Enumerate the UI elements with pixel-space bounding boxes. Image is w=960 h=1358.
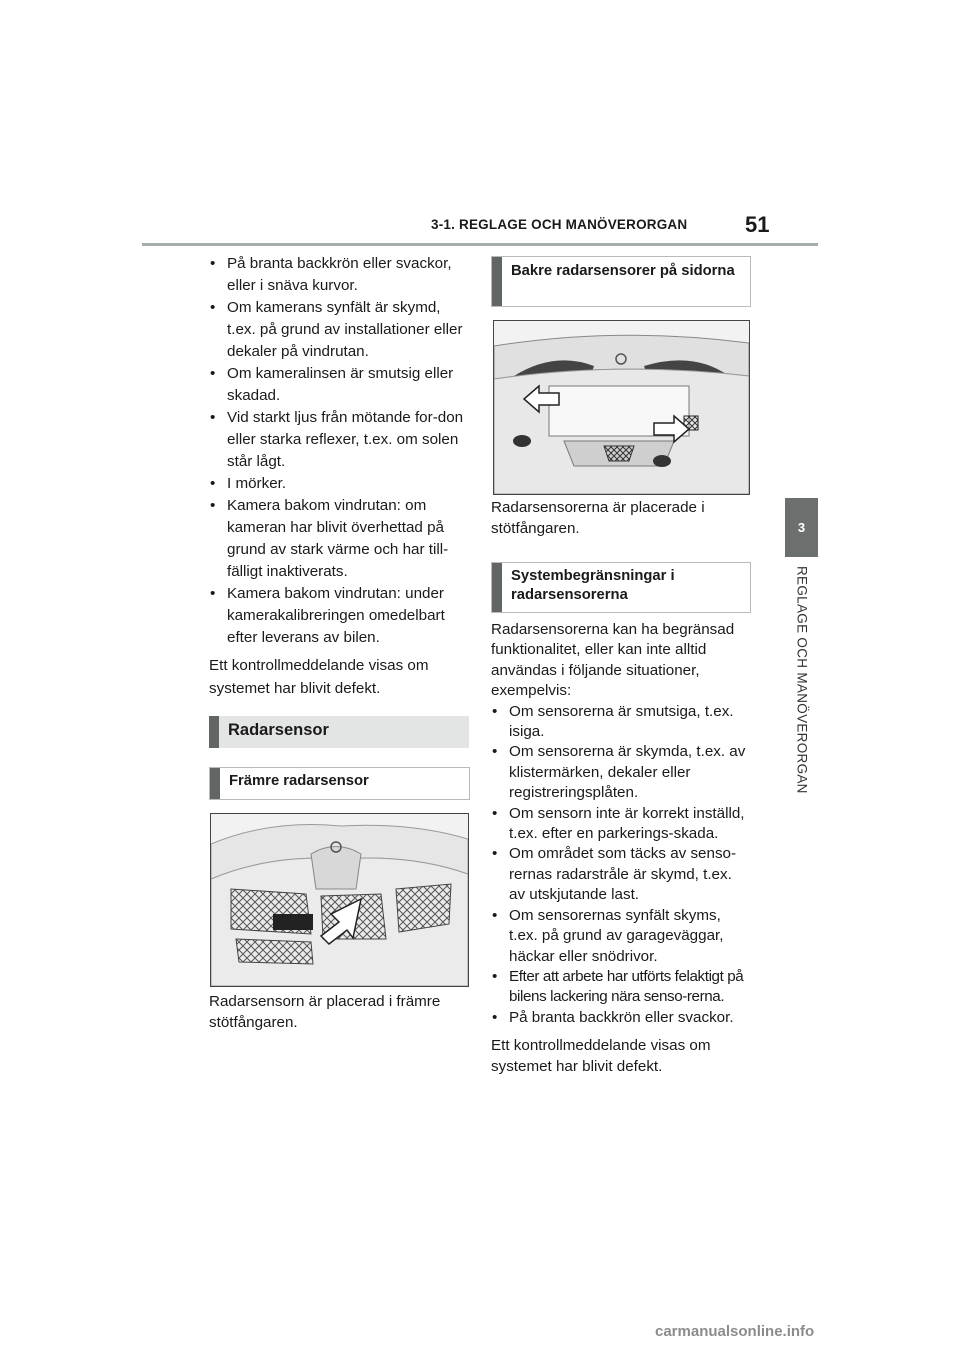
system-limits-heading [491,562,751,613]
list-item: • Om sensorerna är smutsiga, t.ex. isiga. [491,702,751,743]
chapter-number: 3 [797,520,806,535]
list-item: • I mörker. [209,473,469,495]
heading-text: Bakre radarsensorer på sidorna [511,263,735,279]
list-item: • Kamera bakom vindrutan: om kameran har blivit överhettad på grund av stark värme och har till-fälligt inaktiverats. [209,495,469,582]
header-divider [142,243,818,246]
list-item: • På branta backkrön eller svackor, eller i snäva kurvor. [209,253,469,297]
heading-accent-bar [492,563,502,612]
rear-radar-caption: Radarsensorerna är placerade i stötfångaren. [491,499,705,537]
chapter-tab [785,498,818,557]
list-item: • Om sensorernas synfält skyms, t.ex. på grund av garageväggar, häckar eller snödrivor. [491,906,751,967]
heading-text: Radarsensor [228,721,329,739]
limits-body [491,620,751,1077]
list-item: • Om sensorn inte är korrekt inställd, t.ex. efter en parkerings-skada. [491,804,751,845]
left-column [209,253,469,700]
radar-section-heading [209,716,469,748]
chapter-side-label [772,566,832,826]
radar-limitations-list [491,702,751,1029]
front-bumper-figure [210,813,469,987]
closing-paragraph: Ett kontrollmeddelande visas om systemet har blivit defekt. [209,657,429,698]
rear-bumper-illustration [494,321,749,494]
closing-paragraph: Ett kontrollmeddelande visas om systemet har blivit defekt. [491,1037,711,1076]
heading-accent-bar [210,768,220,799]
chapter-title: REGLAGE OCH MANÖVERORGAN [794,566,810,794]
limits-intro: Radarsensorerna kan ha begränsad funktionalitet, eller kan inte alltid användas i följande situationer, exempelvis: [491,621,735,700]
list-item: • Vid starkt ljus från mötande for-don eller starka reflexer, t.ex. om solen står lågt. [209,407,469,472]
rear-bumper-figure [493,320,750,495]
list-item: • På branta backkrön eller svackor. [491,1008,751,1028]
front-radar-caption: Radarsensorn är placerad i främre stötfångaren. [209,993,441,1031]
section-title: 3-1. REGLAGE OCH MANÖVERORGAN [431,217,688,232]
heading-accent-bar [209,716,219,748]
rear-radar-heading [491,256,751,307]
list-item: • Om sensorerna är skymda, t.ex. av klistermärken, dekaler eller registreringsplåten. [491,742,751,803]
list-item: • Om kamerans synfält är skymd, t.ex. på grund av installationer eller dekaler på vindrutan. [209,297,469,362]
watermark: carmanualsonline.info [655,1323,815,1340]
list-item: • Om kameralinsen är smutsig eller skadad. [209,363,469,407]
page-number: 51 [745,212,770,237]
list-item: • Om området som täcks av senso-rernas radarstråle är skymd, t.ex. av utskjutande last. [491,844,751,905]
list-item: • Kamera bakom vindrutan: under kamerakalibreringen omedelbart efter leverans av bilen. [209,583,469,648]
camera-limitations-list [209,253,469,648]
list-item: • Efter att arbete har utförts felaktigt på bilens lackering nära senso-rerna. [491,967,751,1008]
heading-text: Främre radarsensor [229,773,369,789]
front-bumper-illustration [211,814,468,986]
heading-text: Systembegränsningar i radarsensorerna [511,568,675,603]
heading-accent-bar [492,257,502,306]
front-radar-heading [209,767,470,800]
